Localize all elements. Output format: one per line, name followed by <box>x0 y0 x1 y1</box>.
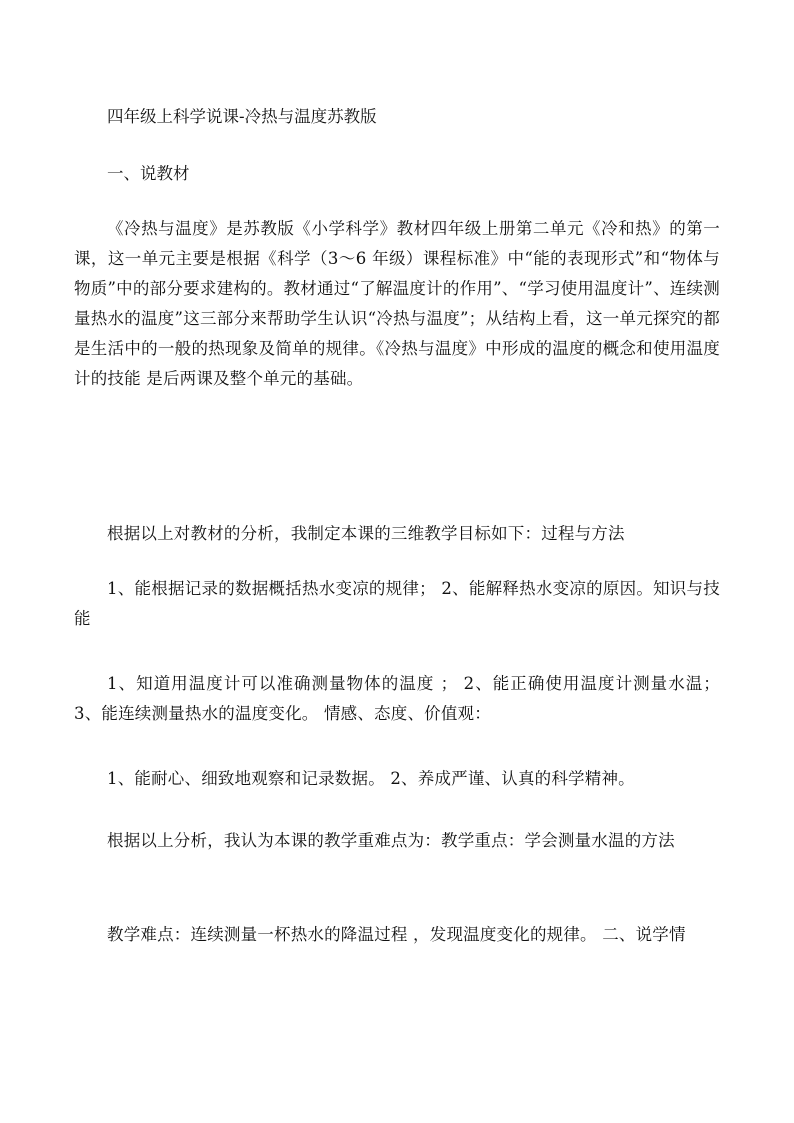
paragraph-process-method: 1、能根据记录的数据概括热水变凉的规律； 2、能解释热水变凉的原因。知识与技能 <box>74 579 720 628</box>
paragraph-textbook-intro: 《冷热与温度》是苏教版《小学科学》教材四年级上册第二单元《冷和热》的第一课，这一单元主要是根据《科学（3～6 年级）课程标准》中“能的表现形式”和“物体与物质”中的部分要求建构的。教材通过“了解温度计的作用”、“学习使用温度计”、连续测量热水的温度”这三部分来帮助学生认识“冷热与温度”；从结构上看，这一单元探究的都是生活中的一般的热现象及简单的规律。《冷热与温度》中形成的温度的概念和使用温度计的技能 是后两课及整个单元的基础。 <box>74 219 720 388</box>
section-heading-textbook: 一、说教材 <box>107 164 190 183</box>
paragraph-emotion-attitude: 1、能耐心、细致地观察和记录数据。 2、养成严谨、认真的科学精神。 <box>107 769 635 788</box>
paragraph-key-points: 根据以上分析，我认为本课的教学重难点为：教学重点：学会测量水温的方法 <box>107 831 675 850</box>
paragraph-objectives-intro: 根据以上对教材的分析，我制定本课的三维教学目标如下：过程与方法 <box>107 524 625 543</box>
paragraph-difficult-points: 教学难点：连续测量一杯热水的降温过程 ，发现温度变化的规律。 二、说学情 <box>107 925 686 944</box>
paragraph-knowledge-skills: 1、知道用温度计可以准确测量物体的温度 ； 2、能正确使用温度计测量水温； 3、能连续测量热水的温度变化。 情感、态度、价值观： <box>74 674 720 723</box>
document-title: 四年级上科学说课-冷热与温度苏教版 <box>107 107 377 126</box>
